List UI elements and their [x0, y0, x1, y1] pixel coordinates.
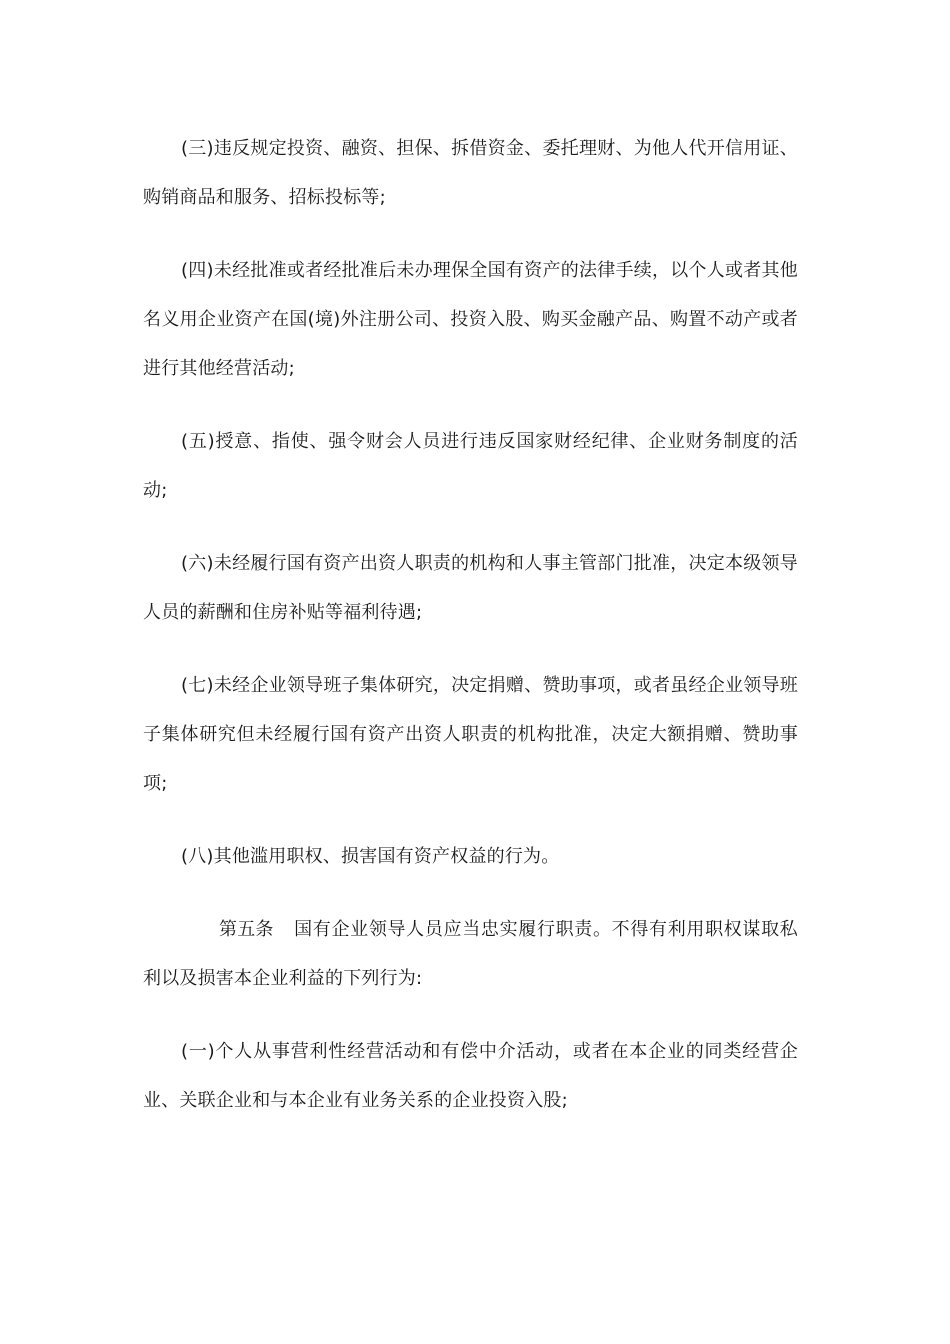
clause-7: (七)未经企业领导班子集体研究，决定捐赠、赞助事项，或者虽经企业领导班子集体研究但未经履行国有资产出资人职责的机构批准，决定大额捐赠、赞助事项;: [143, 675, 798, 794]
clause-4: (四)未经批准或者经批准后未办理保全国有资产的法律手续，以个人或者其他名义用企业资产在国(境)外注册公司、投资入股、购买金融产品、购置不动产或者进行其他经营活动;: [143, 260, 798, 379]
clause-3: (三)违反规定投资、融资、担保、拆借资金、委托理财、为他人代开信用证、购销商品和服务、招标投标等;: [143, 138, 798, 208]
document-body: [143, 124, 798, 1149]
article-5-clause-1: (一)个人从事营利性经营活动和有偿中介活动，或者在本企业的同类经营企业、关联企业和与本企业有业务关系的企业投资入股;: [143, 1041, 798, 1111]
clause-8: (八)其他滥用职权、损害国有资产权益的行为。: [181, 846, 560, 867]
article-text: 国有企业领导人员应当忠实履行职责。不得有利用职权谋取私利以及损害本企业利益的下列行为:: [143, 919, 798, 989]
article-5: [143, 905, 798, 1003]
article-label: 第五条: [219, 919, 274, 940]
clause-5: (五)授意、指使、强令财会人员进行违反国家财经纪律、企业财务制度的活动;: [143, 431, 798, 501]
clause-6: (六)未经履行国有资产出资人职责的机构和人事主管部门批准，决定本级领导人员的薪酬和住房补贴等福利待遇;: [143, 553, 798, 623]
